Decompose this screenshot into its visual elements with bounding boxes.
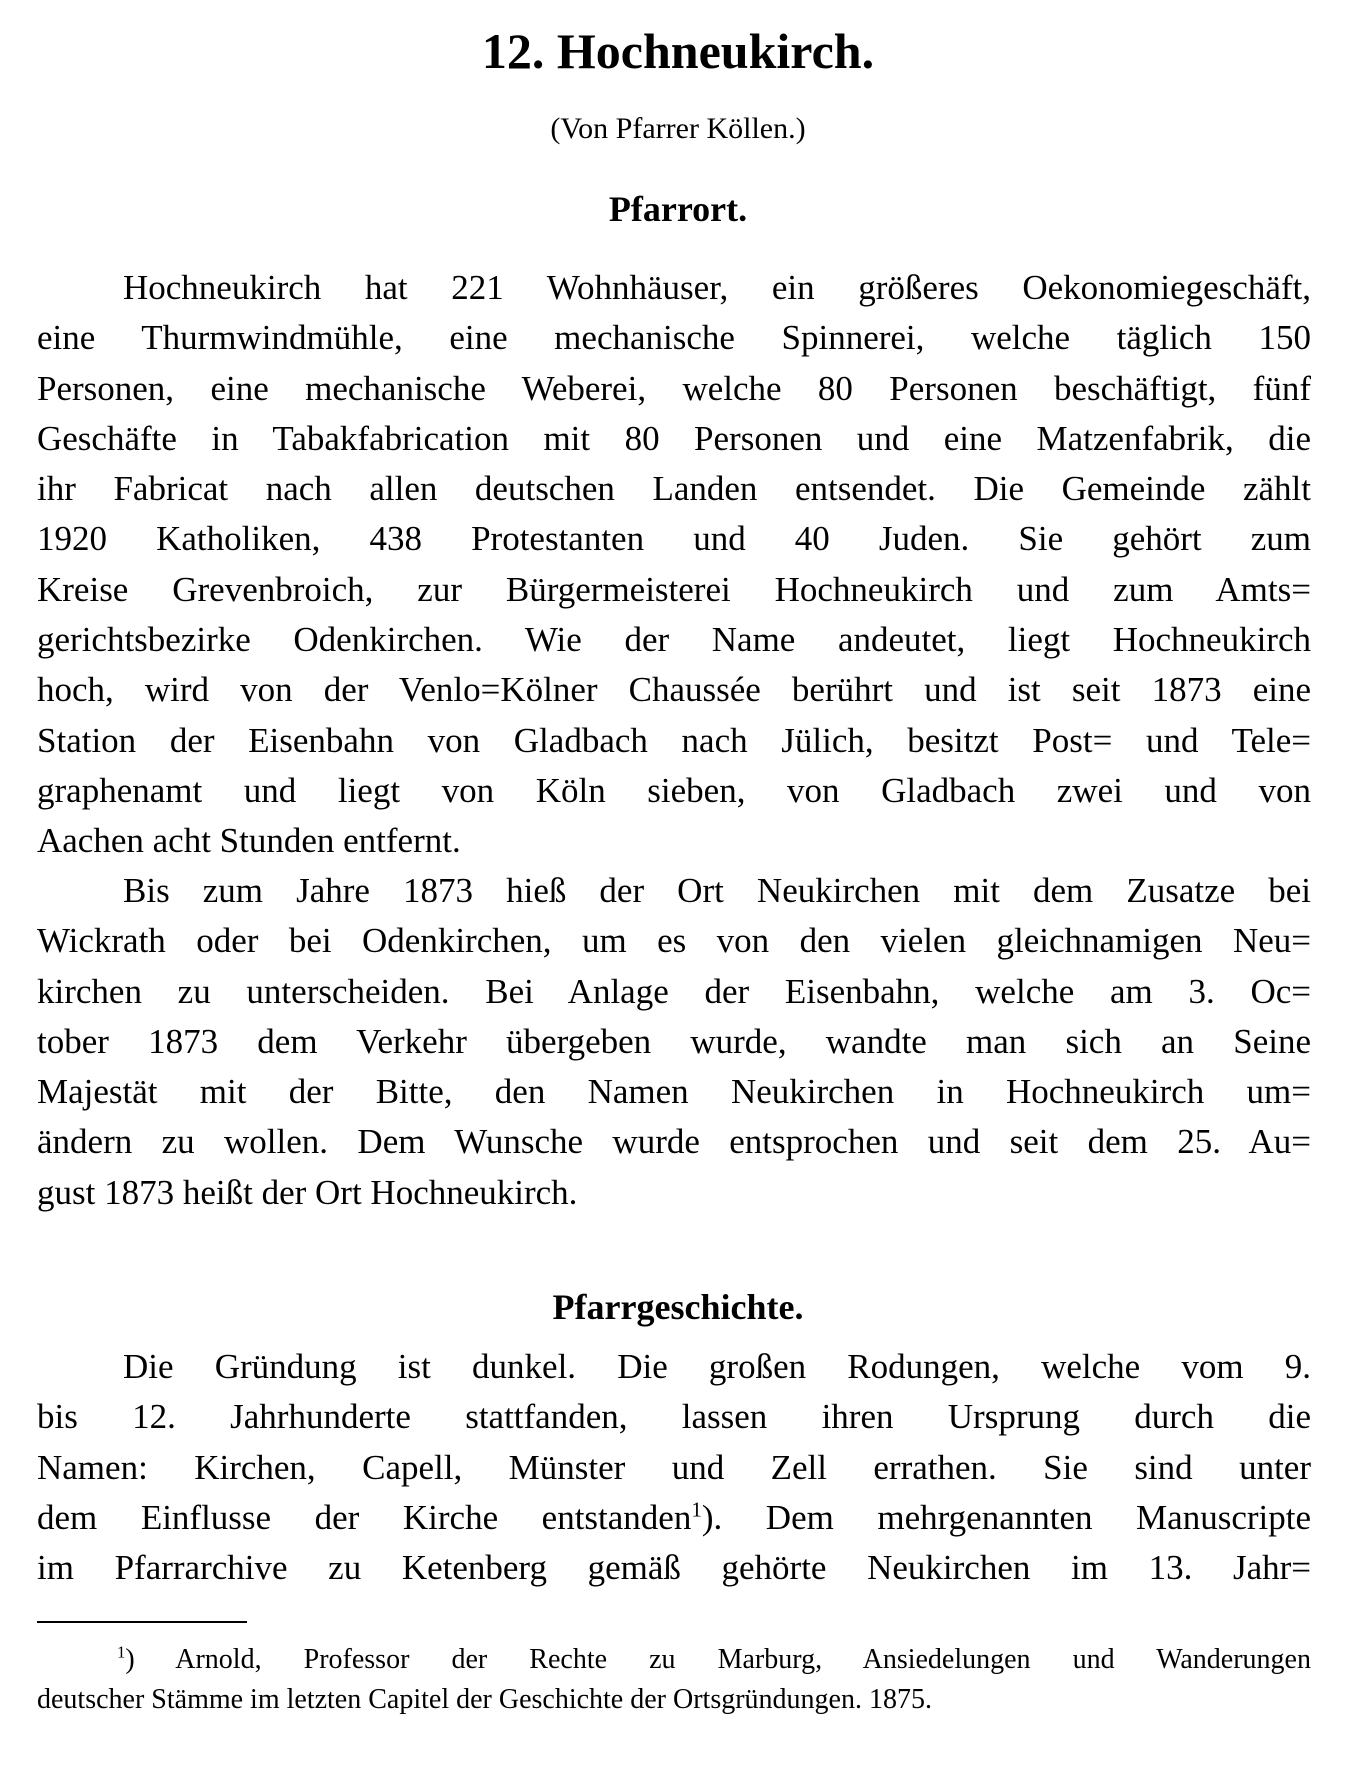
text-line: eine Thurmwindmühle, eine mechanische Spinnerei, welche täglich 150 bbox=[37, 318, 1311, 358]
text-line: gerichtsbezirke Odenkirchen. Wie der Name andeutet, liegt Hochneukirch bbox=[37, 620, 1311, 660]
text-segment: ). Dem mehrgenannten Manuscripte bbox=[701, 1497, 1311, 1537]
text-line: graphenamt und liegt von Köln sieben, von Gladbach zwei und von bbox=[37, 770, 1311, 810]
text-line: tober 1873 dem Verkehr übergeben wurde, wandte man sich an Seine bbox=[37, 1021, 1311, 1061]
text-line: Aachen acht Stunden entfernt. bbox=[37, 821, 461, 861]
footnote-reference[interactable]: 1 bbox=[691, 1497, 702, 1522]
text-line: Majestät mit der Bitte, den Namen Neukirchen in Hochneukirch um= bbox=[37, 1072, 1311, 1112]
footnote bbox=[37, 1640, 1311, 1720]
text-segment: dem Einflusse der Kirche entstanden bbox=[37, 1497, 692, 1537]
text-line: Bis zum Jahre 1873 hieß der Ort Neukirchen mit dem Zusatze bei bbox=[123, 871, 1311, 910]
text-line: Wickrath oder bei Odenkirchen, um es von den vielen gleichnamigen Neu= bbox=[37, 921, 1311, 961]
text-line: Personen, eine mechanische Weberei, welche 80 Personen beschäftigt, fünf bbox=[37, 368, 1311, 408]
footnote-line: deutscher Stämme im letzten Capitel der Geschichte der Ortsgründungen. 1875. bbox=[37, 1684, 932, 1715]
text-line: Namen: Kirchen, Capell, Münster und Zell errathen. Sie sind unter bbox=[37, 1447, 1311, 1487]
text-line: ihr Fabricat nach allen deutschen Landen entsendet. Die Gemeinde zählt bbox=[37, 469, 1311, 509]
text-line: 1920 Katholiken, 438 Protestanten und 40 Juden. Sie gehört zum bbox=[37, 519, 1311, 559]
paragraph-pfarrort-2 bbox=[37, 866, 1311, 1218]
author-line: (Von Pfarrer Köllen.) bbox=[550, 112, 806, 145]
paragraph-pfarrort-1 bbox=[37, 263, 1311, 867]
footnote-marker: 1 bbox=[117, 1642, 126, 1662]
footnote-divider bbox=[37, 1621, 247, 1623]
section-heading-pfarrort: Pfarrort. bbox=[608, 189, 748, 229]
text-line: im Pfarrarchive zu Ketenberg gemäß gehörte Neukirchen im 13. Jahr= bbox=[37, 1548, 1311, 1588]
footnote-text: ) Arnold, Professor der Rechte zu Marburg, Ansiedelungen und Wanderungen bbox=[125, 1644, 1311, 1675]
text-line: Hochneukirch hat 221 Wohnhäuser, ein größeres Oekonomiegeschäft, bbox=[123, 268, 1311, 307]
text-line: Geschäfte in Tabakfabrication mit 80 Personen und eine Matzenfabrik, die bbox=[37, 418, 1311, 458]
footnote-line bbox=[37, 1640, 1311, 1680]
text-line: Kreise Grevenbroich, zur Bürgermeisterei Hochneukirch und zum Amts= bbox=[37, 569, 1311, 609]
text-line: ändern zu wollen. Dem Wunsche wurde entsprochen und seit dem 25. Au= bbox=[37, 1122, 1311, 1162]
paragraph-pfarrgeschichte-1 bbox=[37, 1342, 1311, 1593]
text-line: hoch, wird von der Venlo=Kölner Chaussée berührt und ist seit 1873 eine bbox=[37, 670, 1311, 710]
text-line: kirchen zu unterscheiden. Bei Anlage der Eisenbahn, welche am 3. Oc= bbox=[37, 971, 1311, 1011]
section-heading-pfarrgeschichte: Pfarrgeschichte. bbox=[552, 1287, 804, 1327]
page-title: 12. Hochneukirch. bbox=[481, 23, 875, 79]
text-line-with-footnote bbox=[37, 1493, 1311, 1543]
text-line: gust 1873 heißt der Ort Hochneukirch. bbox=[37, 1172, 578, 1212]
text-line: Die Gründung ist dunkel. Die großen Rodungen, welche vom 9. bbox=[123, 1347, 1311, 1386]
text-line: bis 12. Jahrhunderte stattfanden, lassen ihren Ursprung durch die bbox=[37, 1397, 1311, 1437]
text-line: Station der Eisenbahn von Gladbach nach Jülich, besitzt Post= und Tele= bbox=[37, 720, 1311, 760]
